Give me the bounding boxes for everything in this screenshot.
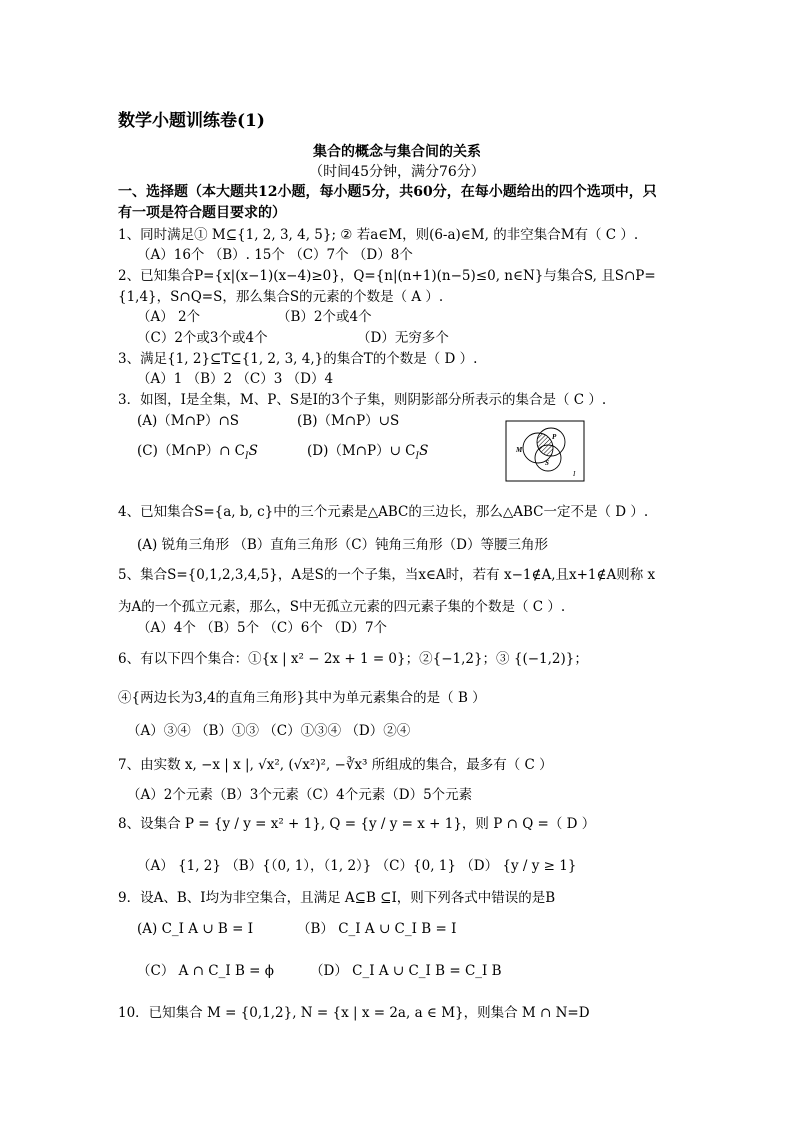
q8-options: （A） {1, 2} （B）{（0, 1），（1, 2）} （C）{0, 1} （D） {y / y ≥ 1} <box>137 858 577 874</box>
q6-options: （A）③④ （B）①③ （C）①③④ （D）②④ <box>127 723 411 739</box>
q3b-option-d-sub: I <box>415 451 420 462</box>
q2-stem-line1: 2、已知集合P={x|(x−1)(x−4)≥0}，Q={n|(n+1)(n−5)≤0, n∈N}与集合S, 且S∩P= <box>118 268 656 284</box>
q2-option-d: （D）无穷多个 <box>357 330 449 346</box>
q3b-option-a: (A)（M∩P）∩S <box>137 413 240 429</box>
q3b-option-c-sub: I <box>245 451 249 462</box>
q1-options: （A）16个 （B）. 15个 （C）7个 （D）8个 <box>137 247 413 263</box>
venn-label-m: M <box>516 446 523 454</box>
q5-stem-line1: 5、集合S={0,1,2,3,4,5}，A是S的一个子集，当x∈A时，若有 x−1∉A,且x+1∉A则称 x <box>118 567 656 583</box>
q6-stem-line1: 6、有以下四个集合：①{x | x² − 2x + 1 = 0}；②{−1,2}；③ {(−1,2)}； <box>118 651 588 667</box>
exam-meta: （时间45分钟，满分76分） <box>309 164 485 180</box>
q3b-option-d <box>307 442 428 466</box>
venn-label-i: I <box>573 470 576 478</box>
page-title: 数学小题训练卷(1) <box>118 111 265 131</box>
q10-stem: 10．已知集合 M = {0,1,2}, N = {x | x = 2a, a ∈ M}，则集合 M ∩ N=D <box>118 1005 590 1021</box>
q3b-stem: 3．如图，I是全集，M、P、S是I的3个子集，则阴影部分所表示的集合是（ C ）. <box>118 392 607 408</box>
q7-options: （A）2个元素（B）3个元素（C）4个元素（D）5个元素 <box>127 787 473 803</box>
q3b-option-d-text: (D)（M∩P）∪ C <box>307 443 416 459</box>
q2-stem-line2: {1,4}，S∩Q=S，那么集合S的元素的个数是（ A ）. <box>118 289 444 305</box>
q3b-option-b: (B)（M∩P）∪S <box>297 413 400 429</box>
q3b-option-c-set: S <box>248 443 258 459</box>
venn-label-p: P <box>552 433 557 441</box>
q9-option-c: （C） A ∩ C_I B = ϕ <box>137 963 274 979</box>
q6-stem-line2: ④{两边长为3,4的直角三角形}其中为单元素集合的是（ B ） <box>118 690 486 706</box>
q3-stem: 3、满足{1, 2}⊆T⊆{1, 2, 3, 4,}的集合T的个数是（ D ）. <box>118 351 478 367</box>
q9-option-d: （D） C_I A ∪ C_I B = C_I B <box>310 963 502 979</box>
venn-label-s: S <box>545 459 549 467</box>
section-heading-line2: 有一项是符合题目要求的） <box>118 205 286 221</box>
q2-option-b: （B）2个或4个 <box>277 309 372 325</box>
topic-heading: 集合的概念与集合间的关系 <box>313 144 481 160</box>
q7-stem: 7、由实数 x, −x | x |, √x², (√x²)², −∛x³ 所组成的集合，最多有（ C ） <box>118 757 553 773</box>
q4-options: (A) 锐角三角形 （B）直角三角形（C）钝角三角形（D）等腰三角形 <box>137 537 548 553</box>
q9-option-b: （B） C_I A ∪ C_I B = I <box>297 921 457 937</box>
venn-diagram <box>505 420 585 482</box>
q5-stem-line2: 为A的一个孤立元素，那么，S中无孤立元素的四元素子集的个数是（ C ）. <box>118 599 566 615</box>
q3b-option-c <box>137 442 258 466</box>
q1-stem: 1、同时满足① M⊆{1, 2, 3, 4, 5}; ② 若a∈M，则(6-a)∈M, 的非空集合M有（ C ）. <box>118 227 639 243</box>
q9-stem: 9．设A、B、I均为非空集合，且满足 A⊆B ⊆I，则下列各式中错误的是B <box>118 890 556 906</box>
q8-stem: 8、设集合 P = {y / y = x² + 1}, Q = {y / y = x + 1}，则 P ∩ Q =（ D ） <box>118 816 596 832</box>
q3-options: （A）1 （B）2 （C）3 （D）4 <box>137 371 334 387</box>
q4-stem: 4、已知集合S={a, b, c}中的三个元素是△ABC的三边长，那么△ABC一定不是（ D ）. <box>118 504 649 520</box>
q2-option-c: （C）2个或3个或4个 <box>137 330 268 346</box>
q2-option-a: （A） 2个 <box>137 309 201 325</box>
q5-options: （A）4个 （B）5个 （C）6个 （D）7个 <box>137 620 388 636</box>
q9-option-a: (A) C_I A ∪ B = I <box>137 921 254 937</box>
q3b-option-d-set: S <box>419 443 429 459</box>
q3b-option-c-text: (C)（M∩P）∩ C <box>137 443 246 459</box>
section-heading-line1: 一、选择题（本大题共12小题，每小题5分，共60分，在每小题给出的四个选项中，只 <box>118 184 657 200</box>
